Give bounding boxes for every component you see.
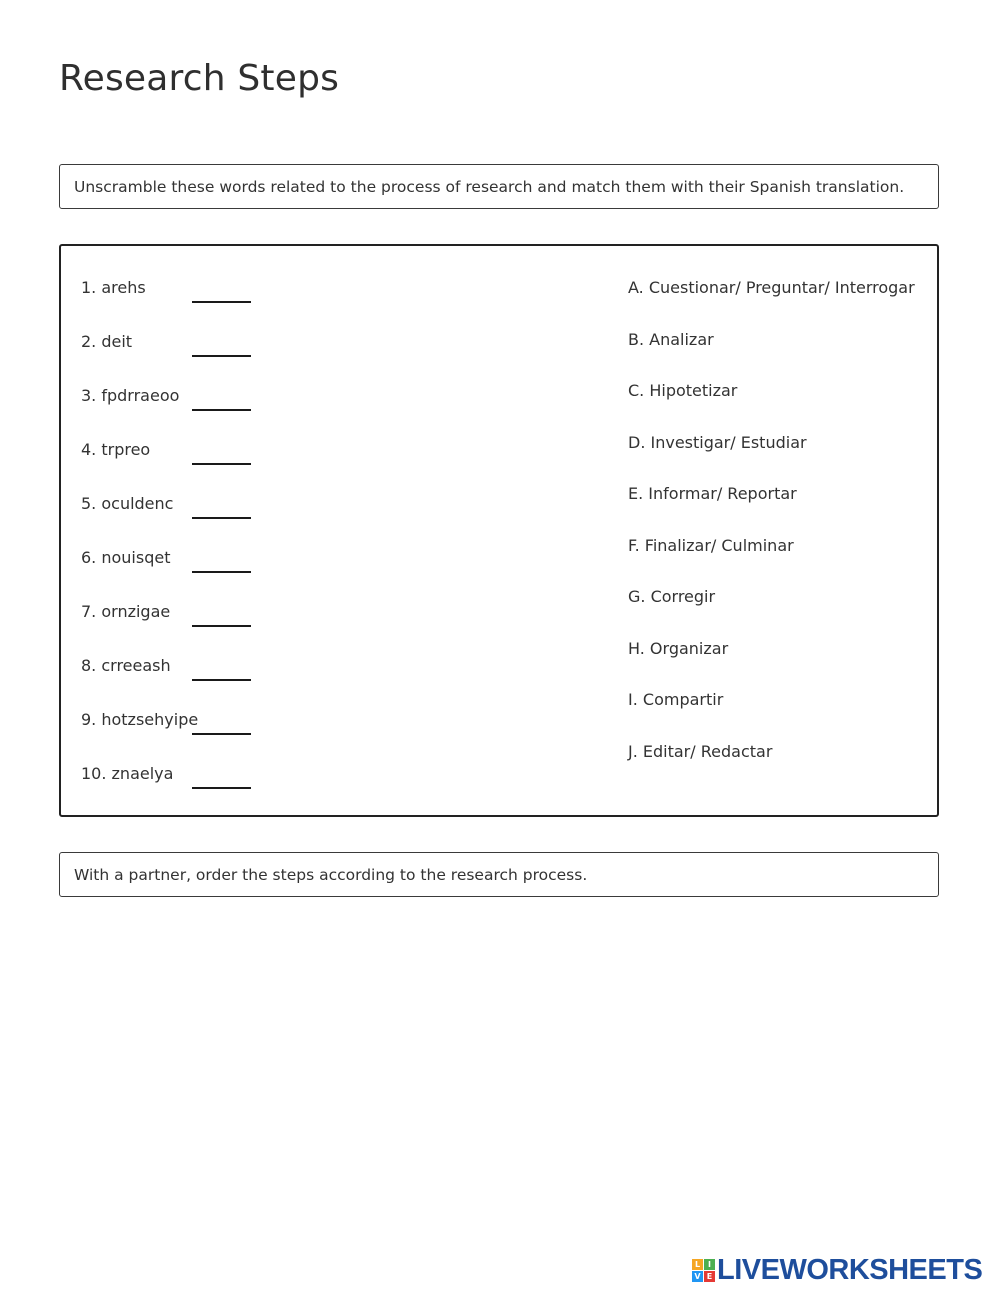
translation-option-c: C. Hipotetizar <box>628 381 738 400</box>
translation-option-f: F. Finalizar/ Culminar <box>628 536 794 555</box>
logo-mark-letter: V <box>692 1271 703 1282</box>
answer-blank-9[interactable] <box>192 733 251 735</box>
scrambled-word-6: 6. nouisqet <box>81 548 171 567</box>
answer-blank-7[interactable] <box>192 625 251 627</box>
instruction-text-unscramble: Unscramble these words related to the process of research and match them with their Spanish translation. <box>74 177 905 196</box>
answer-blank-5[interactable] <box>192 517 251 519</box>
scrambled-word-9: 9. hotzsehyipe <box>81 710 199 729</box>
answer-blank-8[interactable] <box>192 679 251 681</box>
answer-blank-4[interactable] <box>192 463 251 465</box>
translation-option-b: B. Analizar <box>628 330 714 349</box>
logo-mark-letter: L <box>692 1259 703 1270</box>
scrambled-word-2: 2. deit <box>81 332 133 351</box>
translation-option-j: J. Editar/ Redactar <box>628 742 773 761</box>
translation-option-h: H. Organizar <box>628 639 729 658</box>
translation-option-i: I. Compartir <box>628 690 724 709</box>
instruction-text-order: With a partner, order the steps according to the research process. <box>74 865 588 884</box>
instruction-box-order <box>59 852 939 897</box>
scrambled-word-4: 4. trpreo <box>81 440 151 459</box>
logo-mark-icon <box>692 1259 715 1282</box>
liveworksheets-logo <box>692 1253 983 1286</box>
exercise-box <box>59 244 939 817</box>
translation-option-g: G. Corregir <box>628 587 716 606</box>
scrambled-word-3: 3. fpdrraeoo <box>81 386 180 405</box>
answer-blank-10[interactable] <box>192 787 251 789</box>
translation-option-d: D. Investigar/ Estudiar <box>628 433 807 452</box>
logo-mark-letter: E <box>704 1271 715 1282</box>
translation-option-a: A. Cuestionar/ Preguntar/ Interrogar <box>628 278 915 297</box>
scrambled-word-5: 5. oculdenc <box>81 494 174 513</box>
answer-blank-2[interactable] <box>192 355 251 357</box>
page-title: Research Steps <box>59 58 340 99</box>
logo-mark-letter: I <box>704 1259 715 1270</box>
answer-blank-6[interactable] <box>192 571 251 573</box>
answer-blank-3[interactable] <box>192 409 251 411</box>
scrambled-word-7: 7. ornzigae <box>81 602 171 621</box>
answer-blank-1[interactable] <box>192 301 251 303</box>
scrambled-word-10: 10. znaelya <box>81 764 174 783</box>
scrambled-word-1: 1. arehs <box>81 278 146 297</box>
translation-option-e: E. Informar/ Reportar <box>628 484 797 503</box>
instruction-box-unscramble <box>59 164 939 209</box>
scrambled-word-8: 8. crreeash <box>81 656 171 675</box>
logo-text: LIVEWORKSHEETS <box>717 1253 983 1286</box>
